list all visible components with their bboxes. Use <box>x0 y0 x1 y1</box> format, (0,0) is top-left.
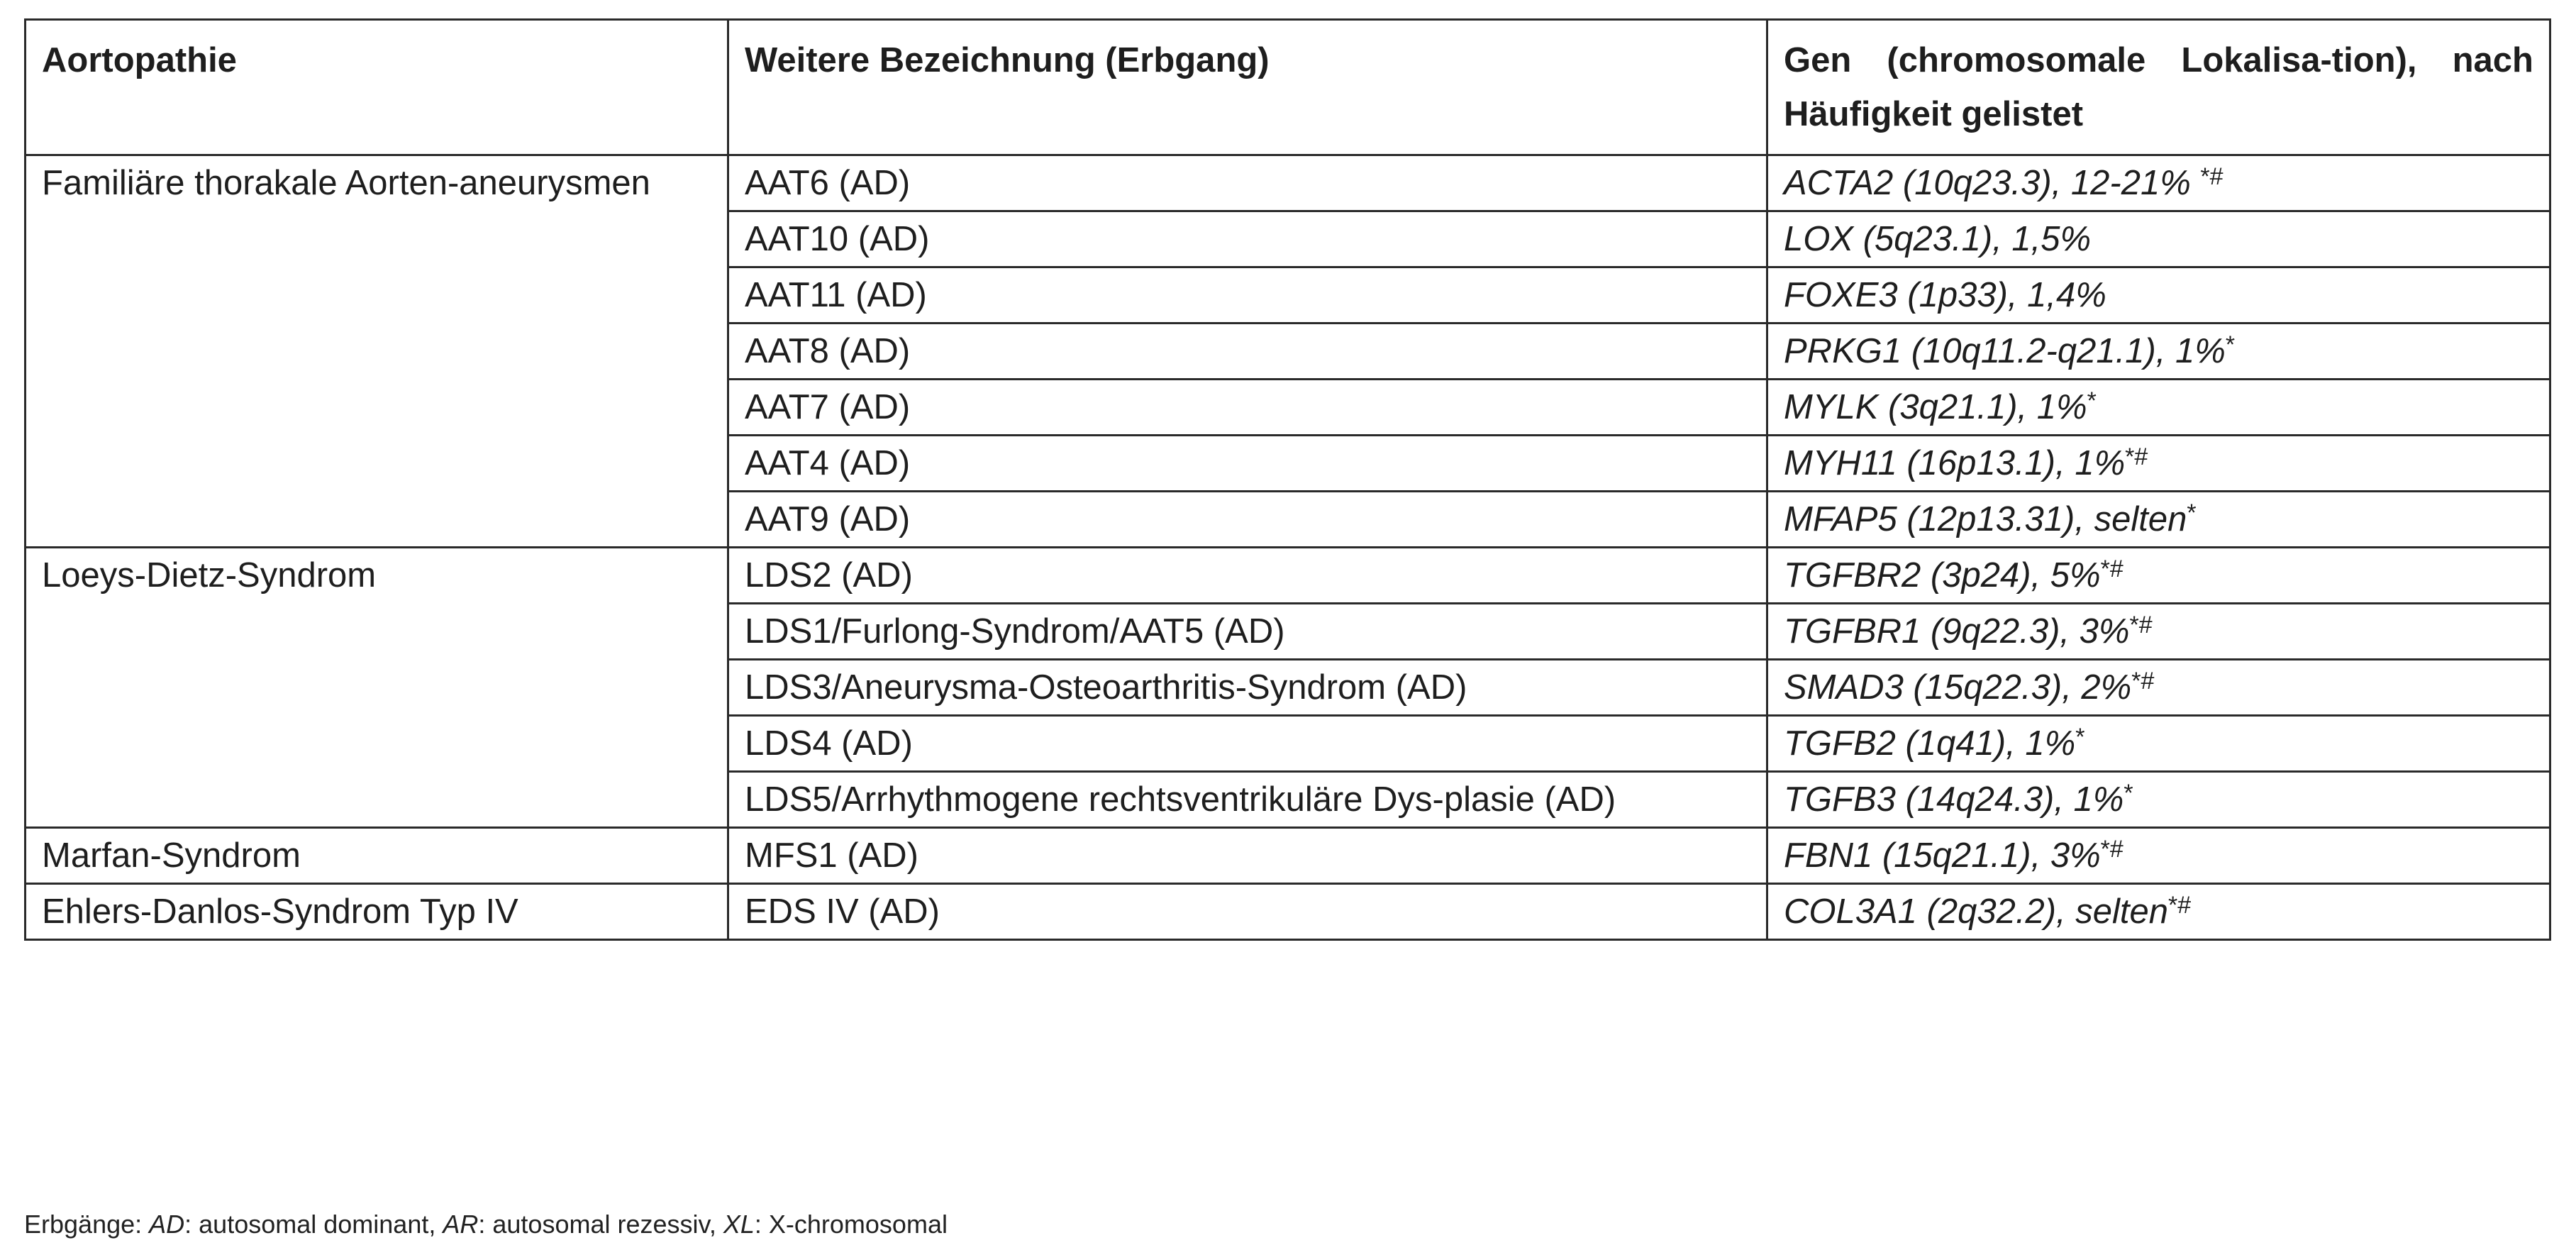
gen-text: SMAD3 (15q22.3), 2% <box>1784 668 2132 707</box>
gen-cell <box>1767 436 2550 492</box>
footnote-marks: *# <box>2100 555 2123 582</box>
bezeichnung-cell: LDS5/Arrhythmogene rechtsventrikuläre Dys-plasie (AD) <box>728 772 1767 828</box>
table-row <box>26 828 2550 884</box>
footnote-marks: *# <box>2129 612 2153 638</box>
gen-text: ACTA2 (10q23.3), 12-21% <box>1784 164 2201 202</box>
gen-cell <box>1767 267 2550 324</box>
table-row <box>26 155 2550 211</box>
gen-text: MYLK (3q21.1), 1% <box>1784 388 2087 426</box>
aortopathie-cell: Loeys-Dietz-Syndrom <box>26 548 728 828</box>
header-aortopathie: Aortopathie <box>26 20 728 155</box>
gen-text: TGFBR2 (3p24), 5% <box>1784 556 2101 595</box>
gen-cell <box>1767 716 2550 772</box>
header-bezeichnung: Weitere Bezeichnung (Erbgang) <box>728 20 1767 155</box>
gen-cell <box>1767 155 2550 211</box>
bezeichnung-cell: LDS2 (AD) <box>728 548 1767 604</box>
footnote-marks: *# <box>2200 163 2224 190</box>
footnote-ar-text: : autosomal rezessiv, <box>478 1210 723 1239</box>
gen-cell <box>1767 548 2550 604</box>
bezeichnung-cell: AAT4 (AD) <box>728 436 1767 492</box>
aortopathy-gene-table-container <box>24 18 2549 941</box>
footnote-ar-abbr: AR <box>443 1210 479 1239</box>
footnote-xl-text: : X-chromosomal <box>754 1210 948 1239</box>
bezeichnung-cell: AAT10 (AD) <box>728 211 1767 267</box>
bezeichnung-cell: LDS1/Furlong-Syndrom/AAT5 (AD) <box>728 604 1767 660</box>
bezeichnung-cell: LDS4 (AD) <box>728 716 1767 772</box>
footnote-prefix: Erbgänge: <box>24 1210 150 1239</box>
aortopathy-gene-table <box>24 18 2551 941</box>
gen-cell <box>1767 380 2550 436</box>
gen-cell <box>1767 492 2550 548</box>
gen-cell <box>1767 772 2550 828</box>
bezeichnung-cell: EDS IV (AD) <box>728 884 1767 940</box>
footnote-ad-abbr: AD <box>149 1210 185 1239</box>
gen-text: MYH11 (16p13.1), 1% <box>1784 444 2126 482</box>
bezeichnung-cell: AAT9 (AD) <box>728 492 1767 548</box>
header-gen: Gen (chromosomale Lokalisa-tion), nach Häufigkeit gelistet <box>1767 20 2550 155</box>
gen-text: TGFB3 (14q24.3), 1% <box>1784 780 2124 819</box>
gen-text: PRKG1 (10q11.2-q21.1), 1% <box>1784 332 2226 370</box>
gen-text: TGFB2 (1q41), 1% <box>1784 724 2076 763</box>
aortopathie-cell: Marfan-Syndrom <box>26 828 728 884</box>
aortopathie-cell: Familiäre thorakale Aorten-aneurysmen <box>26 155 728 548</box>
footnote-marks: * <box>2225 331 2236 358</box>
inheritance-footnote <box>24 1209 948 1240</box>
gen-text: FOXE3 (1p33), 1,4% <box>1784 276 2106 314</box>
footnote-ad-text: : autosomal dominant, <box>184 1210 443 1239</box>
footnote-marks: *# <box>2168 892 2192 919</box>
bezeichnung-cell: AAT11 (AD) <box>728 267 1767 324</box>
gen-text: MFAP5 (12p13.31), selten <box>1784 500 2187 538</box>
table-header-row <box>26 20 2550 155</box>
bezeichnung-cell: AAT8 (AD) <box>728 324 1767 380</box>
bezeichnung-cell: AAT7 (AD) <box>728 380 1767 436</box>
table-row <box>26 548 2550 604</box>
gen-cell <box>1767 604 2550 660</box>
gen-cell <box>1767 828 2550 884</box>
table-body <box>26 155 2550 940</box>
gen-text: FBN1 (15q21.1), 3% <box>1784 836 2101 875</box>
footnote-marks: * <box>2087 387 2097 414</box>
footnote-marks: *# <box>2125 443 2148 470</box>
aortopathie-cell: Ehlers-Danlos-Syndrom Typ IV <box>26 884 728 940</box>
gen-cell <box>1767 660 2550 716</box>
table-row <box>26 884 2550 940</box>
bezeichnung-cell: LDS3/Aneurysma-Osteoarthritis-Syndrom (AD) <box>728 660 1767 716</box>
gen-text: LOX (5q23.1), 1,5% <box>1784 220 2092 258</box>
gen-cell <box>1767 324 2550 380</box>
footnote-xl-abbr: XL <box>723 1210 755 1239</box>
footnote-marks: * <box>2187 499 2197 526</box>
gen-cell <box>1767 884 2550 940</box>
footnote-marks: *# <box>2131 668 2155 695</box>
bezeichnung-cell: AAT6 (AD) <box>728 155 1767 211</box>
footnote-marks: *# <box>2100 836 2123 863</box>
gen-text: TGFBR1 (9q22.3), 3% <box>1784 612 2130 651</box>
footnote-marks: * <box>2075 724 2085 751</box>
gen-cell <box>1767 211 2550 267</box>
footnote-marks: * <box>2123 780 2133 807</box>
gen-text: COL3A1 (2q32.2), selten <box>1784 892 2169 931</box>
bezeichnung-cell: MFS1 (AD) <box>728 828 1767 884</box>
